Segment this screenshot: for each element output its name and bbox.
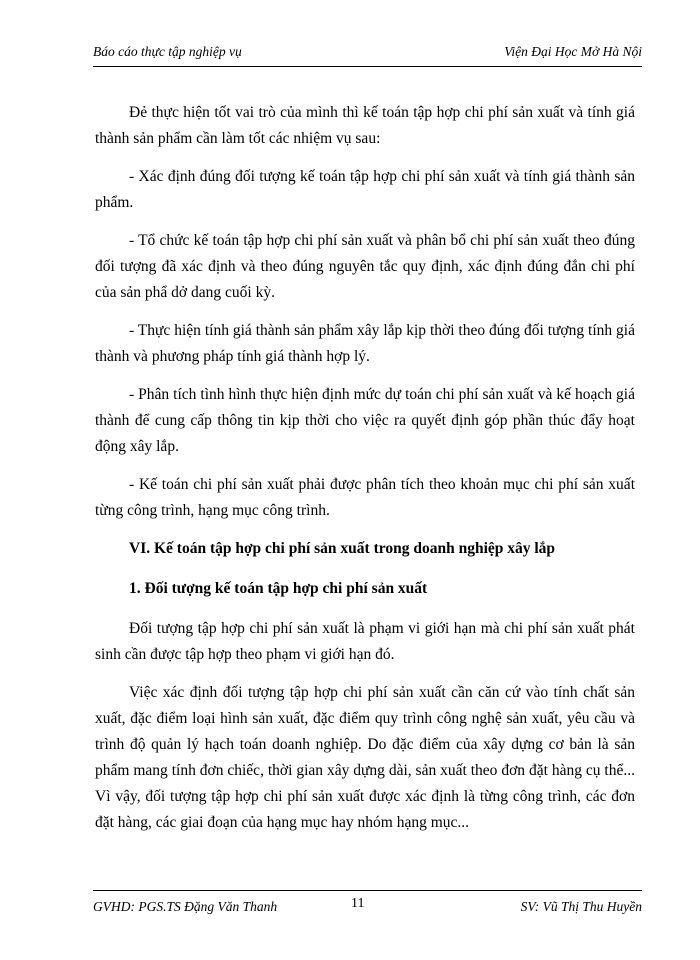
paragraph-definition: Đối tượng tập hợp chi phí sản xuất là phạm vi giới hạn mà chi phí sản xuất phát sinh cần được tập hợp theo phạm vi giới hạn đó. <box>95 620 635 663</box>
page-footer <box>93 890 642 921</box>
page-number: 11 <box>351 896 365 911</box>
header-institution: Viện Đại Học Mở Hà Nội <box>504 44 642 59</box>
page-body <box>95 100 635 848</box>
section-heading: VI. Kế toán tập hợp chi phí sản xuất trong doanh nghiệp xây lắp <box>129 540 556 557</box>
paragraph-task-1: - Xác định đúng đối tượng kế toán tập hợp chi phí sản xuất và tính giá thành sản phẩm. <box>95 168 635 211</box>
footer-student: SV: Vũ Thị Thu Huyền <box>520 899 642 914</box>
paragraph-task-4: - Phân tích tình hình thực hiện định mức dự toán chi phí sản xuất và kế hoạch giá thành để cung cấp thông tin kịp thời cho việc ra quyết định góp phần thúc đẩy hoạt động xây lắp. <box>95 386 635 455</box>
header-report-title: Báo cáo thực tập nghiệp vụ <box>93 44 242 59</box>
paragraph-intro: Đẻ thực hiện tốt vai trò của mình thì kế toán tập hợp chi phí sản xuất và tính giá thành sản phẩm cần làm tốt các nhiệm vụ sau: <box>95 104 635 147</box>
page-header <box>93 38 642 67</box>
paragraph-determination: Việc xác định đối tượng tập hợp chi phí sản xuất cần căn cứ vào tính chất sản xuất, đặc điểm loại hình sản xuất, đặc điểm quy trình công nghệ sản xuất, yêu cầu và trình độ quản lý hạch toán doanh nghiệp. Do đặc điểm của xây dựng cơ bản là sản phẩm mang tính đơn chiếc, thời gian xây dựng dài, sản xuất theo đơn đặt hàng cụ thể... Vì vậy, đối tượng tập hợp chi phí sản xuất được xác định là từng công trình, các đơn đặt hàng, các giai đoạn của hạng mục hay nhóm hạng mục... <box>95 684 635 831</box>
paragraph-task-2: - Tổ chức kế toán tập hợp chi phí sản xuất và phân bổ chi phí sản xuất theo đúng đối tượng đã xác định và theo đúng nguyên tắc quy định, xác định đúng đắn chi phí của sản phẩ dở dang cuối kỳ. <box>95 232 635 301</box>
paragraph-task-3: - Thực hiện tính giá thành sản phẩm xây lắp kịp thời theo đúng đối tượng tính giá thành và phương pháp tính giá thành hợp lý. <box>95 322 635 365</box>
subsection-heading: 1. Đối tượng kế toán tập hợp chi phí sản xuất <box>129 580 428 597</box>
footer-supervisor: GVHD: PGS.TS Đặng Văn Thanh <box>93 899 278 914</box>
paragraph-task-5: - Kế toán chi phí sản xuất phải được phân tích theo khoản mục chi phí sản xuất từng công trình, hạng mục công trình. <box>95 476 635 519</box>
